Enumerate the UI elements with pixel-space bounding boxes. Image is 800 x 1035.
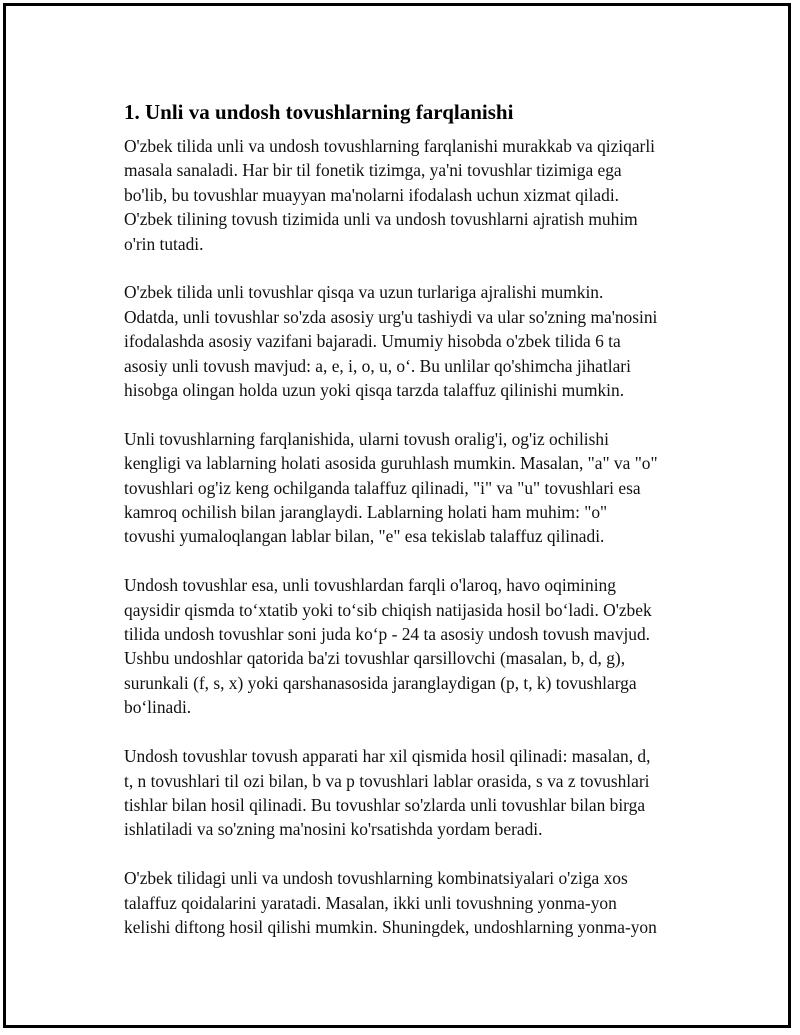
paragraph-1 [124,134,704,256]
text-line: Undosh tovushlar esa, unli tovushlardan farqli o'laroq, havo oqimining [124,575,616,596]
text-line: O'zbek tilida unli va undosh tovushlarning farqlanishi murakkab va qiziqarli [124,136,656,156]
text-line: bo'lib, bu tovushlar muayyan ma'nolarni ifodalash uchun xizmat qiladi. [124,184,620,205]
text-line: hisobga olingan holda uzun yoki qisqa tarzda talaffuz qilinishi mumkin. [124,380,625,401]
text-line: kamroq ochilish bilan jaranglaydi. Lablarning holati ham muhim: "o" [124,502,608,523]
text-line: t, n tovushlari til ozi bilan, b va p tovushlari lablar orasida, s va z tovushlari [124,770,650,791]
paragraph-3 [124,427,704,549]
text-line: Unli tovushlarning farqlanishida, ularni tovush oralig'i, og'iz ochilishi [124,428,609,449]
paragraph-2 [124,280,704,402]
section-heading: 1. Unli va undosh tovushlarning farqlanishi [124,100,514,124]
text-line: tishlar bilan hosil qilinadi. Bu tovushlar so'zlarda unli tovushlar bilan birga [124,794,646,815]
text-line: O'zbek tilidagi unli va undosh tovushlarning kombinatsiyalari o'ziga xos [124,868,628,889]
text-line: Odatda, unli tovushlar so'zda asosiy urg'u tashiydi va ular so'zning ma'nosini [124,306,658,327]
text-line: tilida undosh tovushlar soni juda ko‘p - 24 ta asosiy undosh tovush mavjud. [124,624,651,645]
paragraph-6 [124,866,704,939]
text-line: Ushbu undoshlar qatorida ba'zi tovushlar qarsillovchi (masalan, b, d, g), [124,648,626,669]
text-line: masala sanaladi. Har bir til fonetik tizimga, ya'ni tovushlar tizimiga ega [124,160,622,181]
text-line: kelishi diftong hosil qilishi mumkin. Shuningdek, undoshlarning yonma-yon [124,916,657,937]
text-line: tovushi yumaloqlangan lablar bilan, "e" esa tekislab talaffuz qilinadi. [124,526,605,547]
text-line: surunkali (f, s, x) yoki qarshanasosida jaranglaydigan (p, t, k) tovushlarga [124,672,637,693]
text-line: o'rin tutadi. [124,233,204,254]
text-line: qaysidir qismda to‘xtatib yoki to‘sib chiqish natijasida hosil bo‘ladi. O'zbek [124,599,652,620]
text-line: ifodalashda asosiy vazifani bajaradi. Umumiy hisobda o'zbek tilida 6 ta [124,331,621,352]
text-line: kengligi va lablarning holati asosida guruhlash mumkin. Masalan, "a" va "o" [124,453,658,474]
text-line: talaffuz qoidalarini yaratadi. Masalan, ikki unli tovushning yonma-yon [124,892,617,913]
page-frame [3,3,791,1028]
text-line: bo‘linadi. [124,697,192,718]
document-body [124,98,704,964]
paragraph-4 [124,573,704,719]
text-line: O'zbek tilining tovush tizimida unli va undosh tovushlarni ajratish muhim [124,209,638,230]
text-line: Undosh tovushlar tovush apparati har xil qismida hosil qilinadi: masalan, d, [124,746,651,767]
text-line: O'zbek tilida unli tovushlar qisqa va uzun turlariga ajralishi mumkin. [124,282,604,303]
paragraph-5 [124,744,704,842]
text-line: asosiy unli tovush mavjud: a, e, i, o, u, o‘. Bu unlilar qo'shimcha jihatlari [124,355,631,376]
text-line: tovushlari og'iz keng ochilganda talaffuz qilinadi, "i" va "u" tovushlari esa [124,477,641,498]
text-line: ishlatiladi va so'zning ma'nosini ko'rsatishda yordam beradi. [124,819,543,840]
